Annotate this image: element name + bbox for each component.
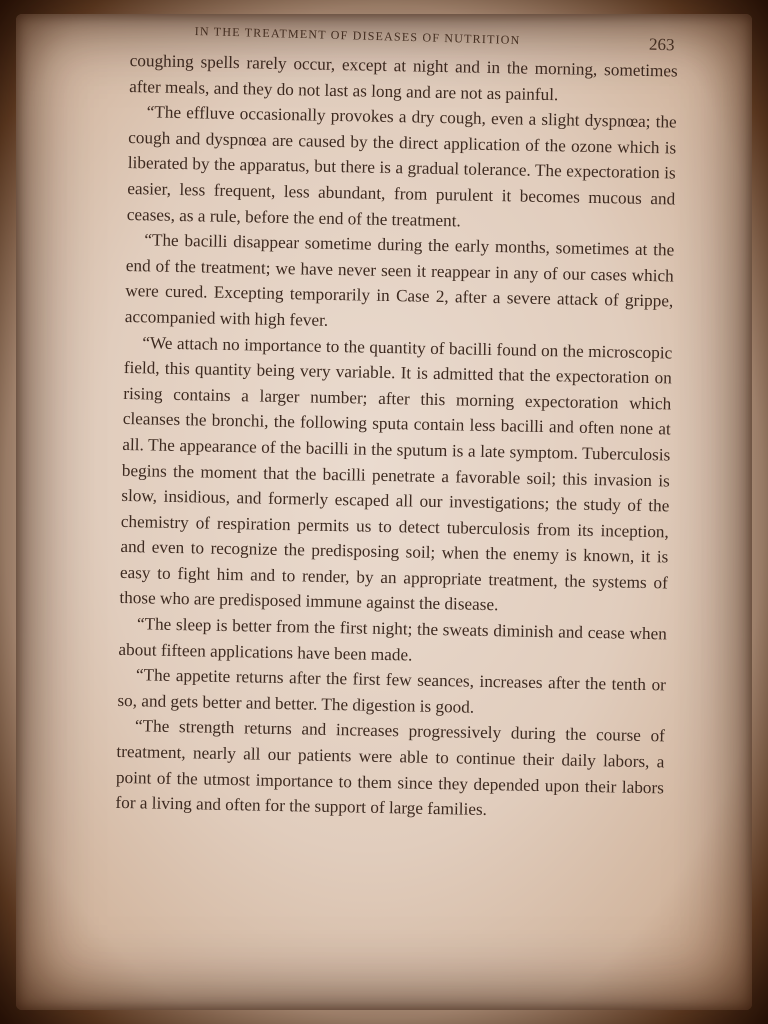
paragraph: “The appetite returns after the first few seances, increases after the tenth or so, and gets better and better. The digestion is good.: [117, 665, 667, 717]
paragraph: “The strength returns and increases progressively during the course of treatment, nearly all our patients were able to continue their daily labors, a point of the utmost importance to them since they depended upon their labors for a living and often for the support of large families.: [115, 716, 666, 820]
page-number: 263: [648, 34, 675, 55]
paragraph: “The sleep is better from the first night; the sweats diminish and cease when about fifteen applications have been made.: [118, 614, 668, 665]
paragraph: “The bacilli disappear sometime during the early months, sometimes at the end of the treatment; we have never seen it reappear in any of our cases which were cured. Excepting temporarily in Case 2, after a severe attack of grippe, accompanied with high fever.: [124, 230, 675, 330]
paragraph: coughing spells rarely occur, except at night and in the morning, sometimes after meals, and they do not last as long and are not as painful.: [129, 50, 678, 104]
body-text: [115, 48, 678, 826]
paragraph: “The effluve occasionally provokes a dry cough, even a slight dyspnœa; the cough and dyspnœa are caused by the direct application of the ozone which is liberated by the apparatus, but there is a gradual tolerance. The expectoration is easier, less frequent, less abundant, from purulent it becomes mucous and ceases, as a rule, before the end of the treatment.: [126, 102, 677, 230]
running-title: IN THE TREATMENT OF DISEASES OF NUTRITION: [194, 23, 521, 48]
paragraph: “We attach no importance to the quantity of bacilli found on the microscopic field, this quantity being very variable. It is admitted that the expectoration on rising contains a larger number; after this morning expectoration which cleanses the bronchi, the following sputa contain less bacilli and often none at all. The appearance of the bacilli in the sputum is a late symptom. Tuberculosis begins the moment that the bacilli penetrate a favorable soil; this invasion is slow, insidious, and formerly escaped all our investigations; the study of the chemistry of respiration permits us to detect tuberculosis from its inception, and even to recognize the predisposing soil; when the enemy is known, it is easy to fight him and to render, by an appropriate treatment, the systems of those who are predisposed immune against the disease.: [119, 332, 673, 615]
